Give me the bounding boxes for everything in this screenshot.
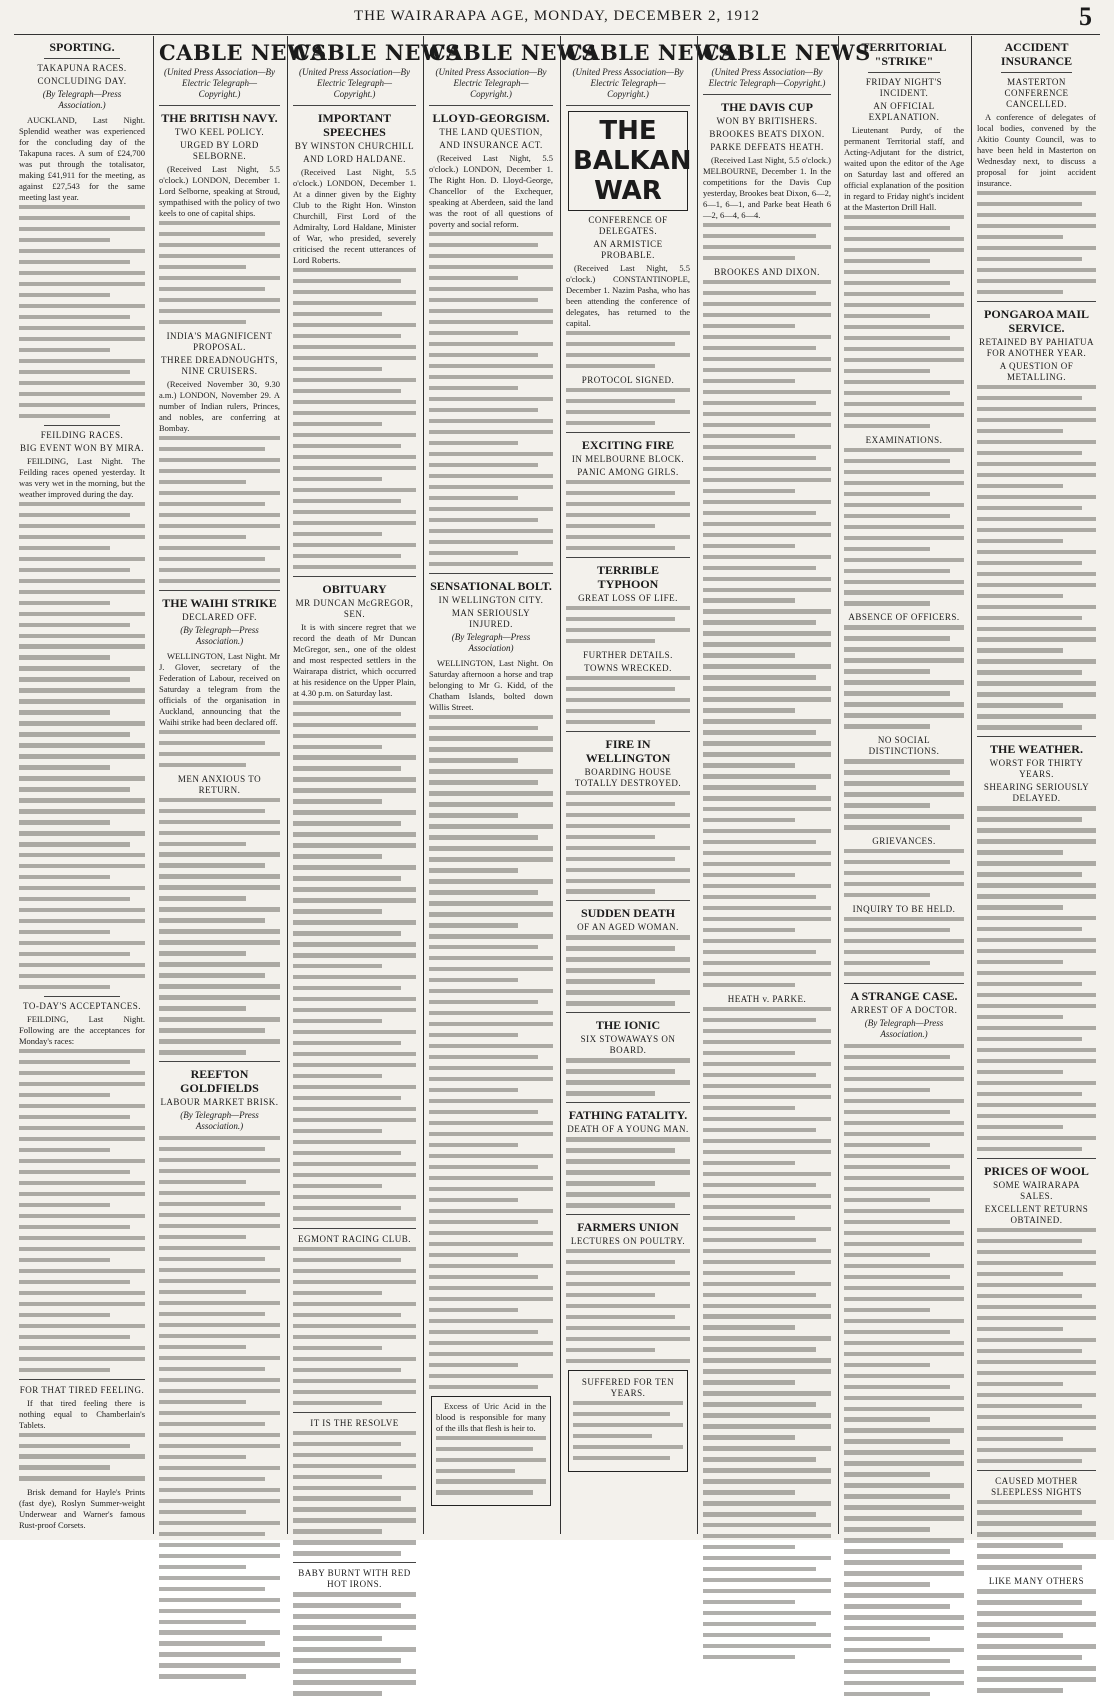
article-subheading: NO SOCIAL DISTINCTIONS. xyxy=(868,735,940,757)
article-subheading: AND LORD HALDANE. xyxy=(303,154,406,164)
cable-news-banner: CABLE NEWS xyxy=(703,40,871,65)
advertisement-box xyxy=(431,1396,551,1507)
column-accident-insurance xyxy=(971,36,1101,1587)
article-body: (Received Last Night, 5.5 o'clock.) LONDON, December 1. At a dinner given by the Eighty Club to the Right Hon. Winston Churchill, First Lord of the Admiralty, Lord Haldane, Minister of War, who presided, severely criticised the recent utterances of Lord Roberts. xyxy=(293,167,416,265)
article-subheading: EXAMINATIONS. xyxy=(865,434,943,445)
article-heading: EXCITING FIRE xyxy=(581,437,675,452)
masthead xyxy=(0,0,1114,34)
press-credit: (United Press Association—By Electric Telegraph—Copyright.) xyxy=(435,67,547,99)
article-subheading: WON BY BRITISHERS. xyxy=(716,116,818,126)
article-subheading: INQUIRY TO BE HELD. xyxy=(852,904,956,915)
article-heading: OBITUARY xyxy=(322,581,387,596)
article-subheading: DEATH OF A YOUNG MAN. xyxy=(567,1124,689,1135)
article-subheading: GREAT LOSS OF LIFE. xyxy=(578,592,678,603)
ad-heading: CAUSED MOTHER SLEEPLESS NIGHTS xyxy=(991,1475,1082,1497)
article-body: (Received Last Night, 5.5 o'clock.) LONDON, December 1. Lord Selborne, speaking at Stroud, sympathised with the policy of two keels to one of capital ships. xyxy=(159,164,280,218)
article-subheading: HEATH v. PARKE. xyxy=(727,993,807,1004)
article-heading: TAKAPUNA RACES. xyxy=(37,63,127,73)
press-credit: (By Telegraph—Press Association.) xyxy=(42,89,122,110)
article-body: AUCKLAND, Last Night. Splendid weather was experienced for the concluding day of the Takapuna races. A sum of £24,700 was put through the totalisator, making £41,911 for the meeting, as against £27,543 for the same meeting last year. xyxy=(19,115,145,202)
article-subheading: RETAINED BY PAHIATUA FOR ANOTHER YEAR. xyxy=(978,336,1095,358)
article-subheading: GRIEVANCES. xyxy=(872,836,936,847)
article-subheading: MEN ANXIOUS TO RETURN. xyxy=(177,773,262,795)
article-subheading: MASTERTON CONFERENCE CANCELLED. xyxy=(1004,77,1069,109)
article-subheading: SOME WAIRARAPA SALES. xyxy=(993,1179,1080,1201)
column-cable-news-5 xyxy=(697,36,871,1534)
article-subheading: PANIC AMONG GIRLS. xyxy=(577,466,679,477)
article-heading: IMPORTANT SPEECHES xyxy=(317,111,392,139)
article-subheading: OF AN AGED WOMAN. xyxy=(577,922,679,933)
article-heading: THE IONIC xyxy=(595,1018,661,1033)
article-subheading: CONFERENCE OF DELEGATES. xyxy=(588,215,668,236)
article-subheading: LECTURES ON POULTRY. xyxy=(570,1236,686,1247)
article-subheading: EGMONT RACING CLUB. xyxy=(297,1233,412,1244)
article-heading: ACCIDENT INSURANCE xyxy=(1000,40,1073,68)
article-body: (Received November 30, 9.30 a.m.) LONDON, November 29. A number of Indian rulers, Princes, and nobles, are conferring at Bombay. xyxy=(159,378,280,433)
article-body: It is with sincere regret that we record the death of Mr Duncan McGregor, sen., one of the oldest and most respected settlers in the Wairarapa district, which occurred at his residence on the Upper Plain, at 4.30 p.m. on Saturday last. xyxy=(293,621,416,698)
column-cable-news-1 xyxy=(153,36,327,1534)
article-body: FEILDING, Last Night. The Feilding races opened yesterday. It was very wet in the morning, but the weather improved during the day. xyxy=(19,455,145,499)
article-subheading: IN WELLINGTON CITY. xyxy=(438,594,544,605)
article-body: (Received Last Night, 5.5 o'clock.) LONDON, December 1. The Right Hon. D. Lloyd-George, Chancellor of the Exchequer, speaking at Aberdeen, said the land was the root of all questions of poverty and social reform. xyxy=(429,153,553,229)
press-credit: (United Press Association—By Electric Telegraph—Copyright.) xyxy=(708,67,826,88)
ad-heading: BABY BURNT WITH RED HOT IRONS. xyxy=(298,1568,411,1590)
article-heading: SENSATIONAL BOLT. xyxy=(430,578,552,593)
article-subheading: INDIA'S MAGNIFICENT PROPOSAL. xyxy=(166,330,273,352)
article-subheading: BIG EVENT WON BY MIRA. xyxy=(19,442,145,453)
article-subheading: FRIDAY NIGHT'S INCIDENT. xyxy=(865,77,943,98)
article-heading: FATHING FATALITY. xyxy=(568,1108,688,1123)
article-heading: FIRE IN WELLINGTON xyxy=(585,736,671,765)
article-heading: TERRIBLE TYPHOON xyxy=(596,562,660,591)
article-subheading: LABOUR MARKET BRISK. xyxy=(160,1097,279,1108)
article-heading: THE BRITISH NAVY. xyxy=(161,111,278,125)
article-subheading: BROOKES BEATS DIXON. xyxy=(709,129,825,139)
balkan-war-headline: THE BALKAN WAR xyxy=(573,116,692,206)
article-subheading: BOARDING HOUSE TOTALLY DESTROYED. xyxy=(574,766,682,788)
article-subheading: BROOKES AND DIXON. xyxy=(714,266,820,277)
article-subheading: DECLARED OFF. xyxy=(182,611,257,622)
press-credit: (United Press Association—By Electric Telegraph—Copyright.) xyxy=(299,67,410,99)
article-heading: LLOYD-GEORGISM. xyxy=(432,111,550,125)
cable-news-banner: CABLE NEWS xyxy=(159,40,327,65)
article-subheading: ARREST OF A DOCTOR. xyxy=(850,1005,958,1016)
ad-body: If that tired feeling there is nothing equal to Chamberlain's Tablets. xyxy=(19,1397,145,1430)
column-sporting xyxy=(14,36,150,1534)
article-subheading: BY WINSTON CHURCHILL xyxy=(294,141,415,151)
ad-heading: FOR THAT TIRED FEELING. xyxy=(19,1384,145,1395)
article-body: WELLINGTON, Last Night. Mr J. Glover, secretary of the Federation of Labour, received on Saturday a telegram from the officials of the organisation in Auckland, announcing that the Waihi strike had been declared off. xyxy=(159,650,280,727)
column-cable-news-3 xyxy=(423,36,597,1534)
press-credit: (By Telegraph—Press Association.) xyxy=(864,1018,944,1040)
article-subheading: FURTHER DETAILS. xyxy=(583,649,673,660)
headline-box xyxy=(568,111,692,211)
press-credit: (By Telegraph—Press Association) xyxy=(451,631,531,653)
article-subheading: SHEARING SERIOUSLY DELAYED. xyxy=(983,782,1090,804)
article-subheading: AN OFFICIAL EXPLANATION. xyxy=(868,101,940,122)
article-heading: SUDDEN DEATH xyxy=(580,906,676,921)
cable-news-banner: CABLE NEWS xyxy=(293,40,461,65)
article-body: WELLINGTON, Last Night. On Saturday afternoon a horse and trap belonging to Mr G. Kidd, of the Chatham Islands, bolted down Willis Street. xyxy=(429,657,553,712)
article-subheading: TWO KEEL POLICY. xyxy=(174,127,265,137)
article-subheading: THE LAND QUESTION, xyxy=(439,127,543,137)
page-number: 5 xyxy=(1079,2,1092,31)
article-subheading: URGED BY LORD SELBORNE. xyxy=(180,140,259,161)
article-subheading: ABSENCE OF OFFICERS. xyxy=(848,612,960,623)
article-subheading: AND INSURANCE ACT. xyxy=(439,140,543,150)
article-body: Lieutenant Purdy, of the permanent Territorial staff, and Acting-Adjutant for the district, waited upon the editor of the Age on Saturday last and offered an official explanation of the position in regard to Friday night's incident at the Masterton Drill Hall. xyxy=(844,125,964,212)
article-body: (Received Last Night, 5.5 o'clock.) CONSTANTINOPLE, December 1. Nazim Pasha, who has been attending the conference of delegates, has returned to the capital. xyxy=(566,263,690,328)
ad-heading: SUFFERED FOR TEN YEARS. xyxy=(581,1377,675,1399)
article-heading: TERRITORIAL "STRIKE" xyxy=(861,40,947,68)
footer-notice: Brisk demand for Hayle's Prints (fast dye), Roslyn Summer-weight Underwear and Warner's famous Rust-proof Corsets. xyxy=(19,1487,145,1531)
masthead-title: THE WAIRARAPA AGE, MONDAY, DECEMBER 2, 1912 xyxy=(354,8,760,24)
column-cable-news-2 xyxy=(287,36,461,1590)
article-subheading: MR DUNCAN McGREGOR, SEN. xyxy=(295,597,414,619)
article-heading: THE WEATHER. xyxy=(990,742,1083,757)
article-subheading: PARKE DEFEATS HEATH. xyxy=(710,142,824,152)
article-subheading: TOWNS WRECKED. xyxy=(584,662,672,673)
article-heading: FEILDING RACES. xyxy=(40,429,124,440)
column-cable-news-4 xyxy=(560,36,734,1534)
cable-news-banner: CABLE NEWS xyxy=(566,40,734,65)
cable-news-banner: CABLE NEWS xyxy=(429,40,597,65)
article-heading: A STRANGE CASE. xyxy=(850,989,958,1004)
article-subheading: A QUESTION OF METALLING. xyxy=(999,360,1074,382)
article-subheading: MAN SERIOUSLY INJURED. xyxy=(451,607,531,629)
article-body: A conference of delegates of local bodies, convened by the Akitio County Council, was to have been held in Masterton on Wednesday next, to discuss a proposal for joint accident insurance. xyxy=(977,112,1096,188)
article-heading: PRICES OF WOOL xyxy=(984,1163,1089,1178)
article-heading: REEFTON GOLDFIELDS xyxy=(180,1067,259,1096)
article-body: FEILDING, Last Night. Following are the acceptances for Monday's races: xyxy=(19,1013,145,1046)
article-subheading: AN ARMISTICE PROBABLE. xyxy=(593,239,663,260)
advertisement-box xyxy=(568,1370,688,1472)
article-body: (Received Last Night, 5.5 o'clock.) MELBOURNE, December 1. In the competitions for the Davis Cup yesterday, Brookes beat Dixon, 6—2, 6—1, 6—1, and Parke beat Heath 6—2, 6—4, 6—4. xyxy=(703,155,831,220)
article-subheading: SIX STOWAWAYS ON BOARD. xyxy=(580,1034,676,1056)
article-subheading: THREE DREADNOUGHTS, NINE CRUISERS. xyxy=(161,354,278,376)
article-heading: PONGAROA MAIL SERVICE. xyxy=(984,306,1089,335)
article-heading: FARMERS UNION xyxy=(577,1220,679,1235)
article-heading: THE WAIHI STRIKE xyxy=(162,595,277,610)
article-heading: THE DAVIS CUP xyxy=(721,100,813,114)
press-credit: (By Telegraph—Press Association.) xyxy=(180,1110,259,1132)
article-subheading: IN MELBOURNE BLOCK. xyxy=(571,453,685,464)
article-subheading: EXCELLENT RETURNS OBTAINED. xyxy=(984,1203,1089,1225)
article-heading: TO-DAY'S ACCEPTANCES. xyxy=(23,1000,141,1011)
article-subheading: PROTOCOL SIGNED. xyxy=(581,374,675,385)
press-credit: (United Press Association—By Electric Telegraph—Copyright.) xyxy=(572,67,684,99)
press-credit: (By Telegraph—Press Association.) xyxy=(180,624,259,646)
article-subheading: CONCLUDING DAY. xyxy=(37,76,127,86)
masthead-rule xyxy=(14,34,1100,35)
press-credit: (United Press Association—By Electric Telegraph—Copyright.) xyxy=(164,67,275,99)
section-heading: SPORTING. xyxy=(49,40,115,54)
ad-body: Excess of Uric Acid in the blood is responsible for many of the ills that flesh is heir to. xyxy=(436,1400,546,1433)
ad-heading: LIKE MANY OTHERS xyxy=(988,1576,1085,1587)
ad-heading: IT IS THE RESOLVE xyxy=(310,1417,399,1428)
article-subheading: WORST FOR THIRTY YEARS. xyxy=(989,758,1084,780)
column-territorial xyxy=(838,36,969,1534)
